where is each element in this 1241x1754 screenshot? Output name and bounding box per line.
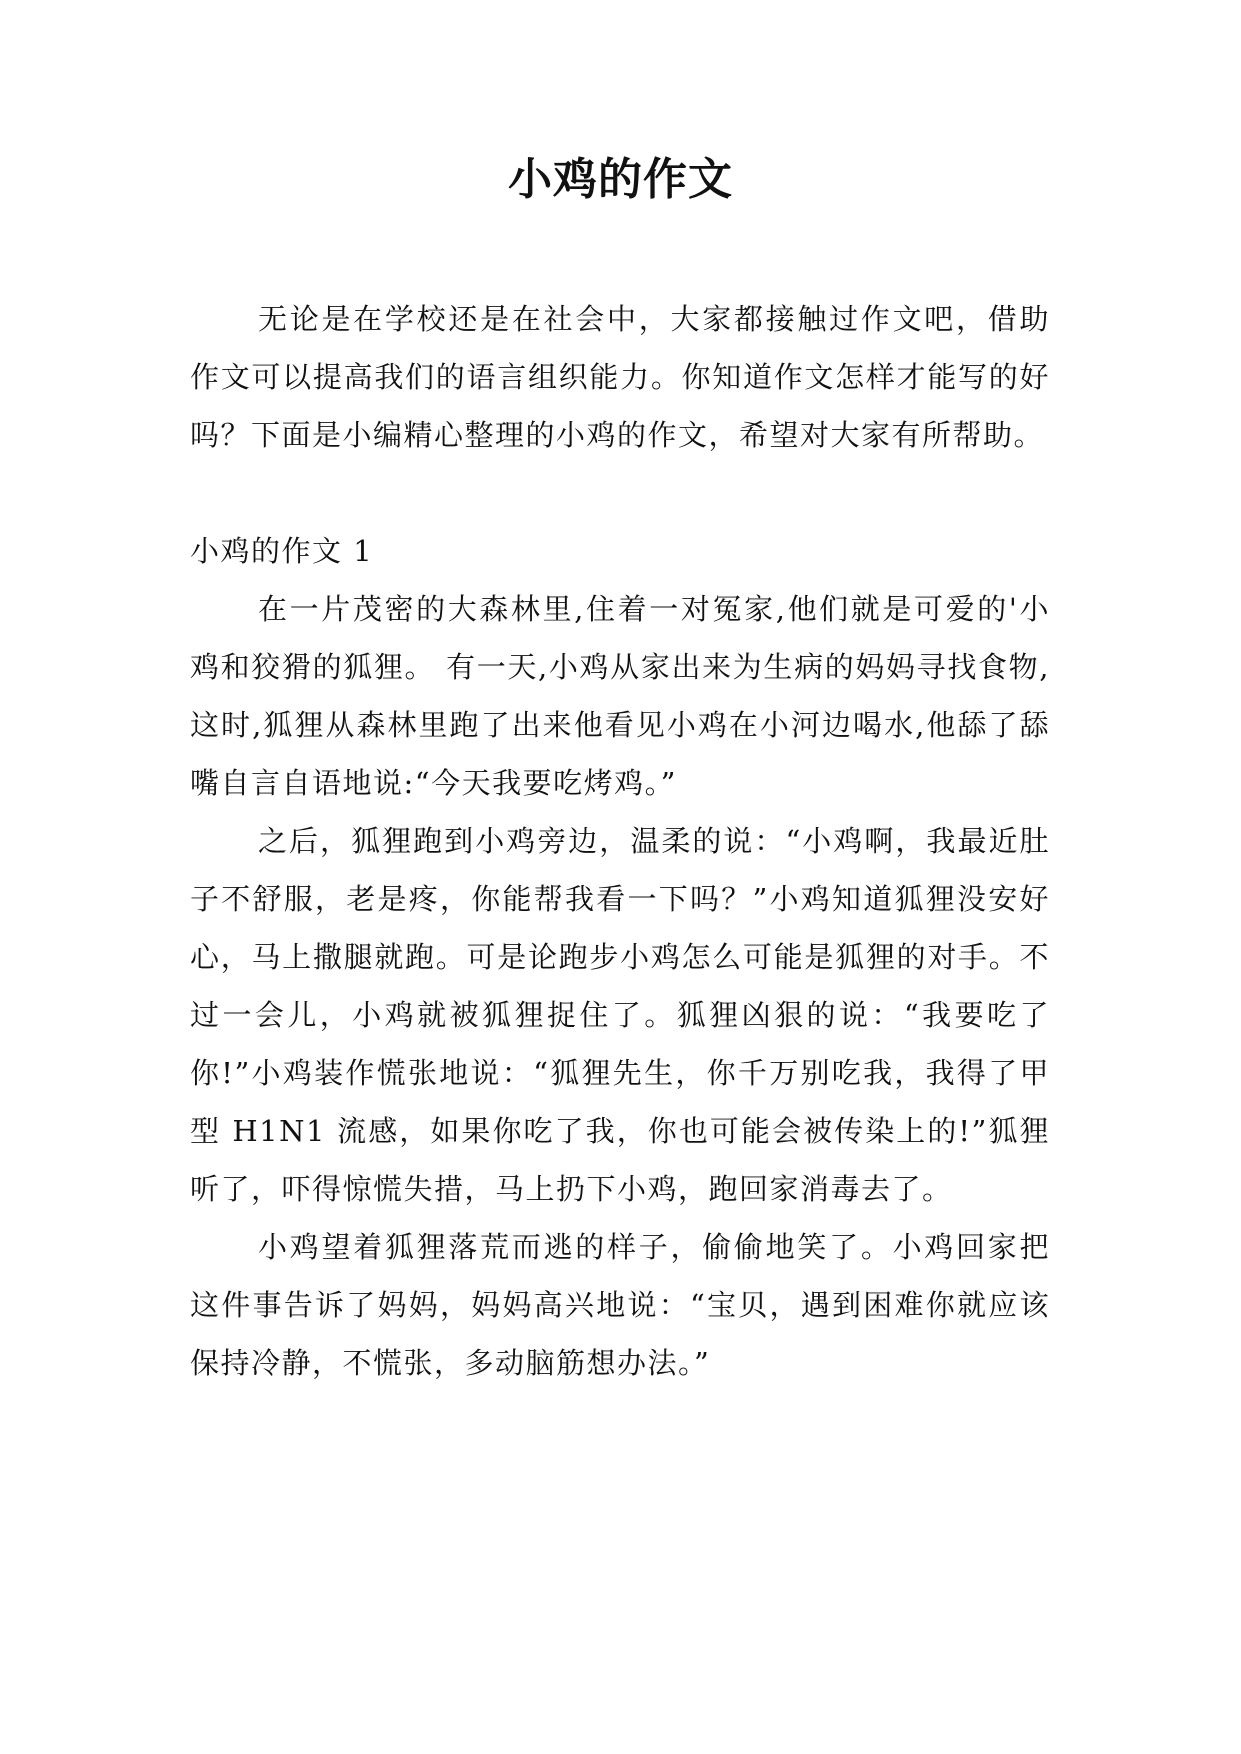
story-paragraph-3: 小鸡望着狐狸落荒而逃的样子，偷偷地笑了。小鸡回家把这件事告诉了妈妈，妈妈高兴地说：“宝贝，遇到困难你就应该保持冷静，不慌张，多动脑筋想办法。”	[190, 1230, 1050, 1380]
document-body	[190, 290, 1050, 1392]
page-title: 小鸡的作文	[508, 154, 733, 205]
story-paragraph-2: 之后，狐狸跑到小鸡旁边，温柔的说：“小鸡啊，我最近肚子不舒服，老是疼，你能帮我看一下吗？”小鸡知道狐狸没安好心，马上撒腿就跑。可是论跑步小鸡怎么可能是狐狸的对手。不过一会儿，小鸡就被狐狸捉住了。狐狸凶狠的说：“我要吃了你!”小鸡装作慌张地说：“狐狸先生，你千万别吃我，我得了甲型 H1N1 流感，如果你吃了我，你也可能会被传染上的!”狐狸听了，吓得惊慌失措，马上扔下小鸡，跑回家消毒去了。	[190, 824, 1050, 1206]
intro-paragraph: 无论是在学校还是在社会中，大家都接触过作文吧，借助作文可以提高我们的语言组织能力。你知道作文怎样才能写的好吗？下面是小编精心整理的小鸡的作文，希望对大家有所帮助。	[190, 302, 1050, 452]
section-heading: 小鸡的作文 1	[190, 534, 374, 568]
story-paragraph-1: 在一片茂密的大森林里,住着一对冤家,他们就是可爱的'小鸡和狡猾的狐狸。 有一天,小鸡从家出来为生病的妈妈寻找食物,这时,狐狸从森林里跑了出来他看见小鸡在小河边喝水,他舔了舔嘴自言自语地说:“今天我要吃烤鸡。”	[190, 592, 1050, 800]
